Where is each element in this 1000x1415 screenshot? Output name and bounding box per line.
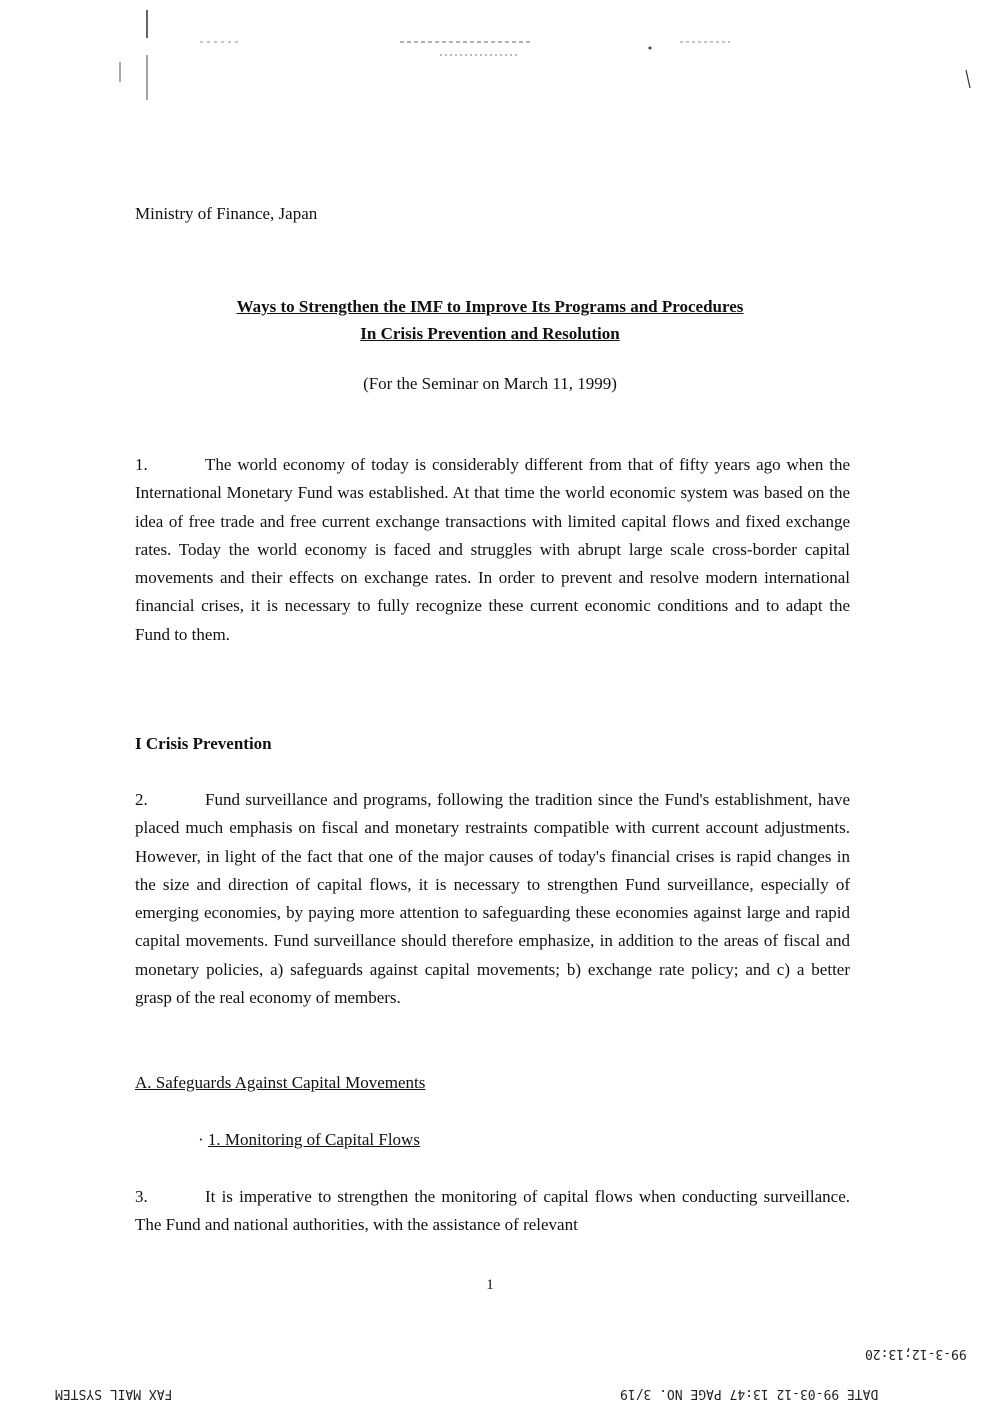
subtitle: (For the Seminar on March 11, 1999) <box>363 374 617 393</box>
organization: Ministry of Finance, Japan <box>135 204 318 223</box>
paragraph-1 <box>135 451 850 649</box>
fax-header-date: DATE 99-03-12 13:47 PAGE NO. 3/19 <box>620 1386 879 1401</box>
section-heading: I Crisis Prevention <box>135 734 272 753</box>
paragraph-text: Fund surveillance and programs, following the tradition since the Fund's establishment, have placed much emphasis on fiscal and monetary restraints compatible with current account adjustments. However, in light of the fact that one of the major causes of today's financial crises is rapid changes in the size and direction of capital flows, it is necessary to strengthen Fund surveillance, especially of emerging economies, by paying more attention to safeguarding these economies against large and rapid capital movements. Fund surveillance should therefore emphasize, in addition to the areas of fiscal and monetary policies, a) safeguards against capital movements; b) exchange rate policy; and c) a better grasp of the real economy of members. <box>135 790 850 1008</box>
paragraph-text: It is imperative to strengthen the monitoring of capital flows when conducting surveillance. The Fund and national authorities, with the assistance of relevant <box>135 1187 850 1235</box>
paragraph-number: 2. <box>135 790 148 809</box>
paragraph-text: The world economy of today is considerably different from that of fifty years ago when the International Monetary Fund was established. At that time the world economic system was based on the idea of free trade and free current exchange transactions with limited capital flows and fixed exchange rates. Today the world economy is faced and struggles with abrupt large scale cross-border capital movements and their effects on exchange rates. In order to prevent and resolve modern international financial crises, it is necessary to fully recognize these current economic conditions and to adapt the Fund to them. <box>135 455 850 644</box>
paragraph-number: 3. <box>135 1187 148 1206</box>
title-line-1: Ways to Strengthen the IMF to Improve Its Programs and Procedures <box>236 297 744 316</box>
paragraph-3 <box>135 1183 850 1240</box>
page-number: 1 <box>486 1277 494 1293</box>
subsection-heading: A. Safeguards Against Capital Movements <box>135 1073 426 1092</box>
sub-subsection-heading: · 1. Monitoring of Capital Flows <box>198 1130 420 1149</box>
title-line-2: In Crisis Prevention and Resolution <box>360 324 620 343</box>
paragraph-2 <box>135 786 850 1012</box>
sub-subsection-title: 1. Monitoring of Capital Flows <box>207 1130 420 1149</box>
fax-header-timestamp: 99-3-12;13:20 <box>865 1346 967 1361</box>
fax-header-system: FAX MAIL SYSTEM <box>55 1386 173 1401</box>
paragraph-number: 1. <box>135 455 148 474</box>
